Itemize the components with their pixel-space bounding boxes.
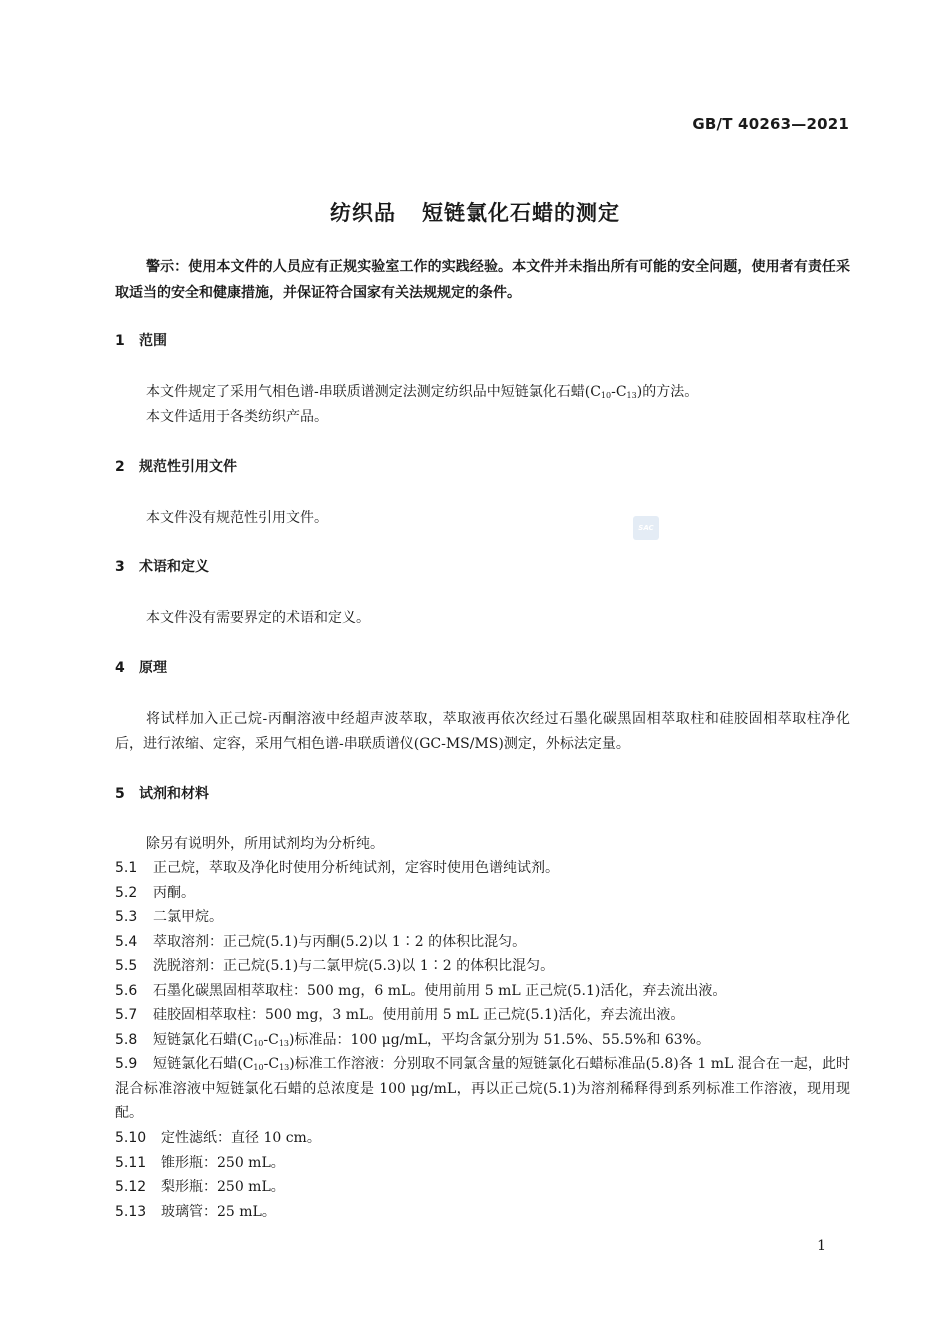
clause-5-9: 5.9 短链氯化石蜡$(C_{10}-C_{13})$标准工作溶液：分别取不同氯含量的短链氯化石蜡标准品(5.8)各 1 mL 混合在一起，此时混合标准溶液中短链氯化石蜡的总浓度是 100 μg/mL，再以正己烷(5.1)为溶剂稀释得到系列标准工作溶液，现用现配。	[115, 1056, 850, 1121]
clause-5-6: 5.6 石墨化碳黑固相萃取柱：500 mg，6 mL。使用前用 5 mL 正己烷(5.1)活化，弃去流出液。	[115, 983, 727, 999]
section-number: 3	[115, 559, 125, 575]
clause-5-2: 5.2 丙酮。	[115, 885, 195, 901]
section-title: 试剂和材料	[139, 786, 209, 802]
section-1-paragraph-2: 本文件适用于各类纺织产品。	[146, 409, 328, 425]
clause-5-13: 5.13 玻璃管：25 mL。	[115, 1204, 276, 1220]
document-title	[0, 197, 950, 227]
section-title: 范围	[139, 333, 167, 349]
clause-5-3: 5.3 二氯甲烷。	[115, 909, 223, 925]
page-number: 1	[817, 1238, 826, 1254]
clause-5-10: 5.10 定性滤纸：直径 10 cm。	[115, 1130, 321, 1146]
standard-code: GB/T 40263—2021	[692, 115, 849, 133]
section-4-heading	[115, 658, 167, 678]
section-4-paragraph-1: 将试样加入正己烷-丙酮溶液中经超声波萃取，萃取液再依次经过石墨化碳黑固相萃取柱和硅胶固相萃取柱净化后，进行浓缩、定容，采用气相色谱-串联质谱仪(GC-MS/MS)测定，外标法定量。	[115, 711, 850, 752]
section-title: 术语和定义	[139, 559, 209, 575]
sac-watermark-logo: SAC	[633, 516, 659, 540]
clause-5-5: 5.5 洗脱溶剂：正己烷(5.1)与二氯甲烷(5.3)以 1∶2 的体积比混匀。	[115, 958, 555, 974]
section-number: 4	[115, 660, 125, 676]
section-2-heading	[115, 457, 237, 477]
clause-5-4: 5.4 萃取溶剂：正己烷(5.1)与丙酮(5.2)以 1∶2 的体积比混匀。	[115, 934, 527, 950]
section-title: 原理	[139, 660, 167, 676]
section-1-heading	[115, 331, 167, 351]
title-part-1: 纺织品	[330, 201, 396, 225]
title-part-2: 短链氯化石蜡的测定	[422, 201, 620, 225]
clause-5-12: 5.12 梨形瓶：250 mL。	[115, 1179, 285, 1195]
section-3-heading	[115, 557, 209, 577]
section-5-intro: 除另有说明外，所用试剂均为分析纯。	[146, 836, 384, 852]
clause-5-8: 5.8 短链氯化石蜡$(C_{10}-C_{13})$标准品：100 μg/mL，平均含氯分别为 51.5%、55.5%和 63%。	[115, 1032, 710, 1048]
section-title: 规范性引用文件	[139, 459, 237, 475]
section-5-heading	[115, 784, 209, 804]
safety-warning: 警示：使用本文件的人员应有正规实验室工作的实践经验。本文件并未指出所有可能的安全问题，使用者有责任采取适当的安全和健康措施，并保证符合国家有关法规规定的条件。	[115, 259, 850, 301]
section-1-paragraph-1: 本文件规定了采用气相色谱-串联质谱测定法测定纺织品中短链氯化石蜡$(C_{10}-C_{13})$的方法。	[146, 384, 699, 400]
section-3-paragraph-1: 本文件没有需要界定的术语和定义。	[146, 610, 370, 626]
section-number: 5	[115, 786, 125, 802]
section-number: 1	[115, 333, 125, 349]
section-2-paragraph-1: 本文件没有规范性引用文件。	[146, 510, 328, 526]
clause-5-1: 5.1 正己烷，萃取及净化时使用分析纯试剂，定容时使用色谱纯试剂。	[115, 860, 559, 876]
section-number: 2	[115, 459, 125, 475]
clause-5-11: 5.11 锥形瓶：250 mL。	[115, 1155, 285, 1171]
clause-5-7: 5.7 硅胶固相萃取柱：500 mg，3 mL。使用前用 5 mL 正己烷(5.1)活化，弃去流出液。	[115, 1007, 685, 1023]
